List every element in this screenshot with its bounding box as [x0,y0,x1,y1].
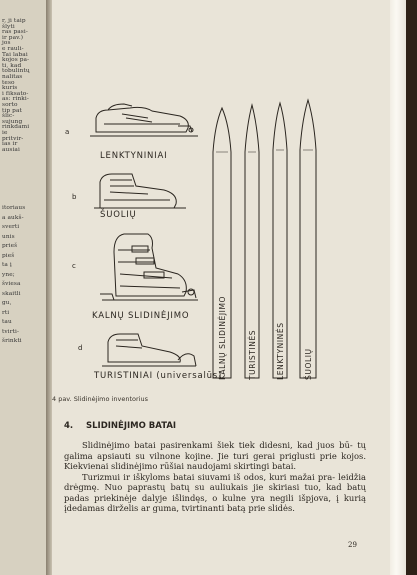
left-page-text-fragment: yne; [2,271,15,278]
left-page-text-fragment: r, ji taip [2,18,26,24]
left-page-text-fragment: gu, [2,300,12,306]
left-page-text-fragment: ir pav.) [2,34,24,41]
ski-label-alpine: KALNŲ SLIDINĖJIMO [218,295,227,380]
paragraph: Turizmui ir iškyloms batai siuvami iš odos, kuri mažai pra- leidžia drėgmę. Nuo paprastų batų su auliukais jie skiriasi tuo, kad batų padas priekinėje dalyje išlindęs, o kulne yra negili išpjova, į kurią įdedamas dirželis ar guma, tvirtinanti batą prie slidės. [64,471,366,513]
section-number: 4. [64,421,74,431]
boot-letter-a: a [65,128,70,136]
left-page-text-fragment: kuris [2,85,18,92]
touring-boot-drawing [102,334,196,366]
page-stack-edge [390,0,406,575]
left-page-text-fragment: jos [2,40,11,47]
left-page-text-fragment: e rauli- [2,46,24,52]
left-page-text-fragment: rti [2,309,10,316]
paragraph: Slidinėjimo batai pasirenkami šiek tiek didesni, kad juos bū- tų galima apsiauti su vilnone kojine. Jie turi gerai priglusti prie kojos. Kiekvienai slidinėjimo rūšiai naudojami skirtingi batai. [64,440,366,471]
left-page-text-fragment: i fiksato- [2,90,29,97]
left-page-text-fragment: a aukš- [2,214,24,221]
page-number: 29 [348,541,357,549]
left-page-text-fragment: rinkdami [2,124,30,131]
left-page-text-fragment: šviesa [2,281,21,287]
boot-label-touring: TURISTINIAI (universalūs) [94,371,223,381]
jumping-boot-drawing [94,174,186,208]
left-page-text-fragment: ausiai [2,146,20,153]
ski-drawings [213,100,316,378]
left-page-text-fragment: pieš [2,252,15,259]
left-page-text-fragment: unis [2,233,15,240]
boot-letter-c: c [72,262,76,270]
left-page-text-fragment: kojos pa- [2,57,30,64]
left-page-text-fragment: teso [2,79,15,86]
boot-letter-b: b [72,193,77,201]
boot-label-racing: LENKTYNINIAI [100,151,168,161]
left-page-text-fragment: ti, kad [2,62,22,69]
racing-boot-drawing [90,104,198,136]
alpine-boot-drawing [100,234,198,300]
left-page-text-fragment: nalitas [2,74,23,80]
left-page-text-fragment: šlyti [2,23,15,30]
left-page-text-fragment: sorto [2,102,18,108]
left-page-text-fragment: ta į [2,262,12,268]
left-page-text-fragment: prieš [2,243,18,249]
figure-caption: 4 pav. Slidinėjimo inventorius [52,395,148,403]
body-text [64,440,366,514]
table-background [406,0,417,575]
section-heading [64,421,176,431]
book-page [52,0,390,575]
left-page-text-fragment: skaitli [2,290,21,297]
boot-label-alpine: KALNŲ SLIDINĖJIMO [92,311,190,321]
boot-label-jumping: ŠUOLIŲ [100,210,137,220]
left-page-text-fragment: pritvir- [2,135,24,142]
left-page-text-fragment: as: rinki- [2,96,29,103]
ski-label-racing: LENKTYNINĖS [276,322,285,380]
left-page-text-fragment: ras pasi- [2,29,28,36]
left-page-text-fragment: tau [2,319,12,325]
section-title: SLIDINĖJIMO BATAI [86,421,177,431]
left-page-text-fragment: ias ir [2,141,18,148]
left-page-text-fragment: šrinkti [2,338,22,344]
left-page-text-fragment: tip pat [2,107,22,114]
left-page-text-fragment: ie [2,130,8,136]
left-page-text-fragment: itoriaus [2,205,26,211]
left-page-text-fragment: sverti [2,224,20,230]
left-page-text-fragment: šlic- [2,113,15,120]
left-page-text-fragment: Tai labai [2,51,28,58]
boot-letter-d: d [78,344,83,352]
left-page-fragment [0,0,48,575]
left-page-text-fragment: tvirti- [2,328,20,335]
ski-label-jumping: ŠUOLIŲ [304,348,313,380]
left-page-text-fragment: sujung [2,118,23,125]
ski-label-touring: TURISTINĖS [248,329,257,380]
left-page-text-fragment: tobulintų [2,68,30,75]
